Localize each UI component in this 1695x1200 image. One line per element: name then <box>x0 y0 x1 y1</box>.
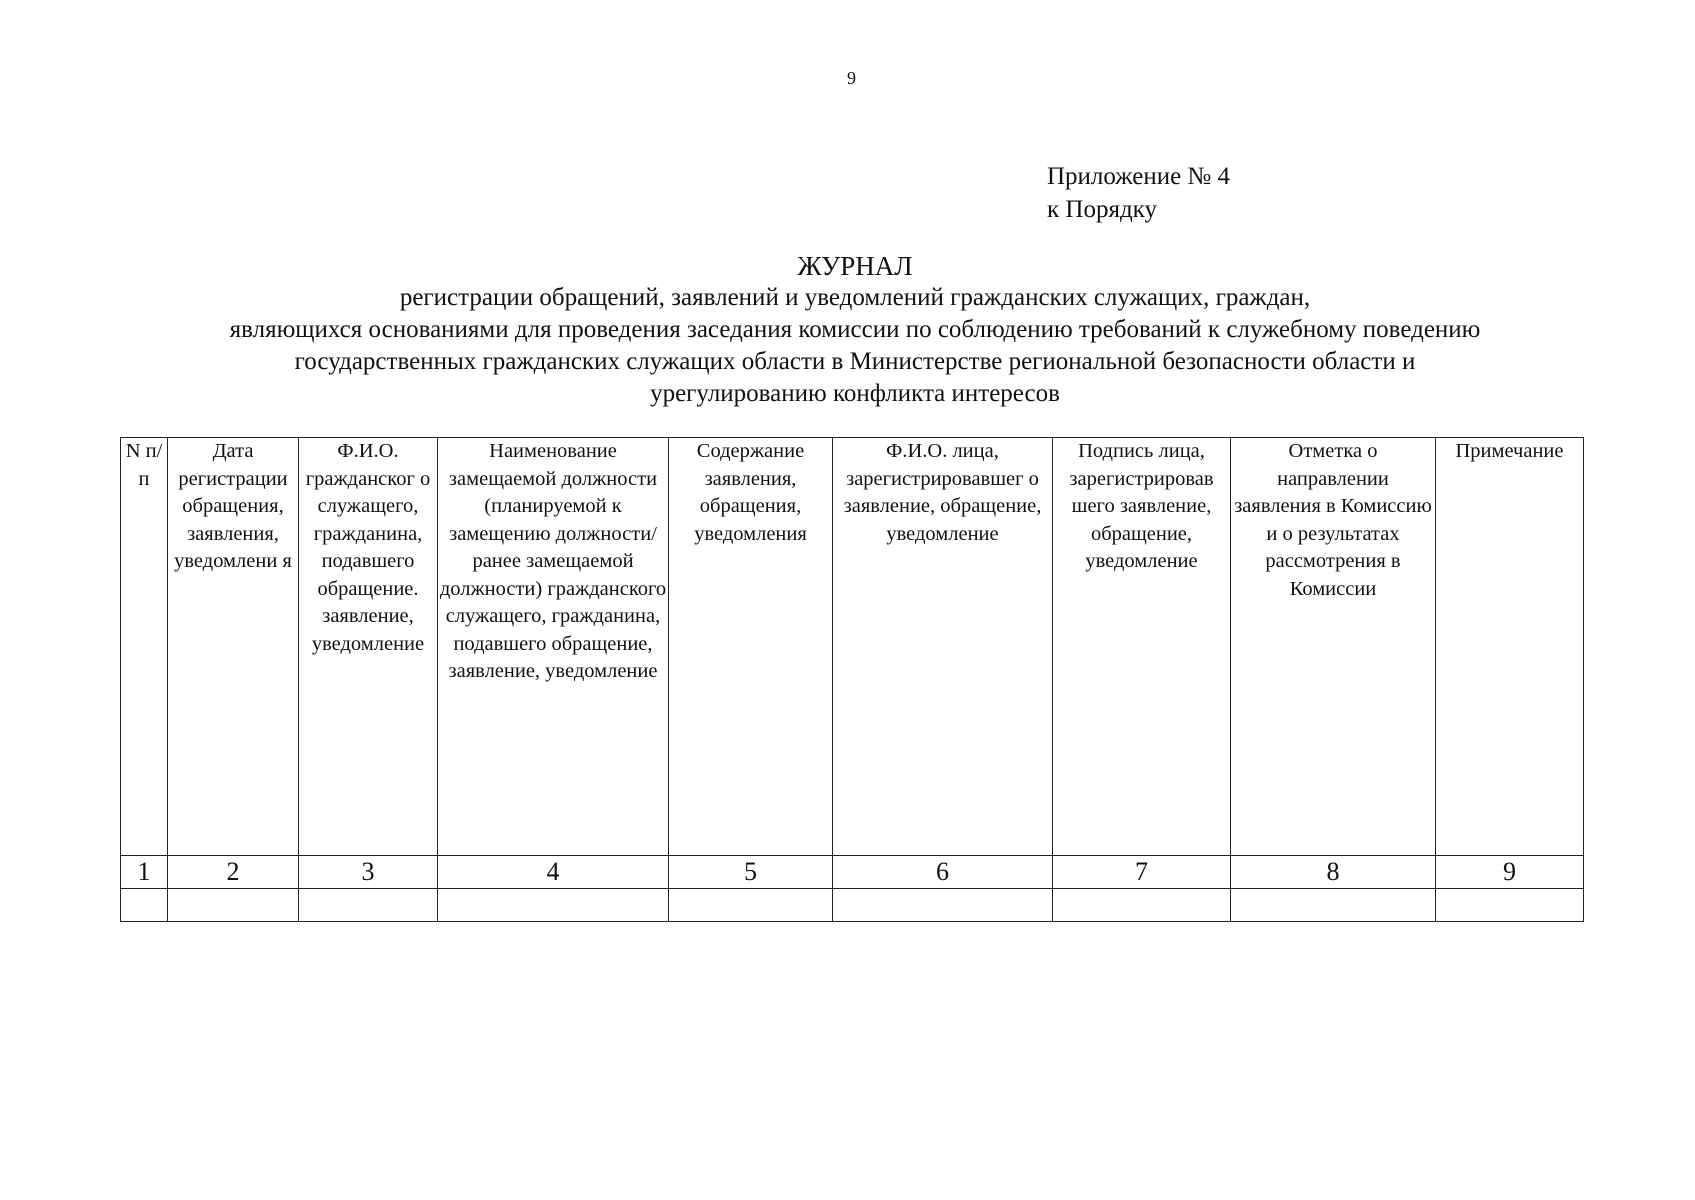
column-number-cell: 5 <box>669 856 833 889</box>
header-cell-commission-mark: Отметка о направлении заявления в Комиссию и о результатах рассмотрения в Комиссии <box>1231 438 1436 856</box>
empty-cell <box>1436 889 1584 922</box>
empty-cell <box>833 889 1053 922</box>
header-cell-registrar-name: Ф.И.О. лица, зарегистрировавшег о заявление, обращение, уведомление <box>833 438 1053 856</box>
appendix-line-2: к Порядку <box>1047 196 1157 223</box>
header-cell-note: Примечание <box>1436 438 1584 856</box>
appendix-line-1: Приложение № 4 <box>1047 163 1231 190</box>
journal-table <box>120 437 1584 922</box>
table-row <box>121 889 1584 922</box>
document-title: ЖУРНАЛ <box>797 251 913 281</box>
header-cell-content: Содержание заявления, обращения, уведомления <box>669 438 833 856</box>
header-cell-registration-date: Дата регистрации обращения, заявления, уведомлени я <box>168 438 299 856</box>
column-number-cell: 2 <box>168 856 299 889</box>
empty-cell <box>121 889 168 922</box>
column-number-cell: 7 <box>1053 856 1231 889</box>
empty-cell <box>299 889 438 922</box>
column-number-cell: 6 <box>833 856 1053 889</box>
column-number-cell: 8 <box>1231 856 1436 889</box>
empty-cell <box>669 889 833 922</box>
empty-cell <box>438 889 669 922</box>
header-cell-applicant-name: Ф.И.О. гражданског о служащего, гражданина, подавшего обращение. заявление, уведомление <box>299 438 438 856</box>
page-number: 9 <box>847 68 856 88</box>
header-cell-registrar-signature: Подпись лица, зарегистрировав шего заявление, обращение, уведомление <box>1053 438 1231 856</box>
empty-cell <box>1231 889 1436 922</box>
column-number-row <box>121 856 1584 889</box>
header-cell-position: Наименование замещаемой должности (планируемой к замещению должности/ранее замещаемой должности) гражданского служащего, гражданина, подавшего обращение, заявление, уведомление <box>438 438 669 856</box>
header-cell-number: N п/п <box>121 438 168 856</box>
column-number-cell: 3 <box>299 856 438 889</box>
column-number-cell: 9 <box>1436 856 1584 889</box>
subtitle-line-2: являющихся основаниями для проведения заседания комиссии по соблюдению требований к служебному поведению <box>229 316 1481 343</box>
table-header-row <box>121 438 1584 856</box>
appendix-note <box>1047 160 1230 226</box>
document-title-block <box>120 250 1590 410</box>
subtitle-line-4: урегулированию конфликта интересов <box>650 380 1060 407</box>
subtitle-line-3: государственных гражданских служащих области в Министерстве региональной безопасности области и <box>294 348 1416 375</box>
empty-cell <box>1053 889 1231 922</box>
empty-cell <box>168 889 299 922</box>
subtitle-line-1: регистрации обращений, заявлений и уведомлений гражданских служащих, граждан, <box>399 284 1311 311</box>
column-number-cell: 1 <box>121 856 168 889</box>
column-number-cell: 4 <box>438 856 669 889</box>
